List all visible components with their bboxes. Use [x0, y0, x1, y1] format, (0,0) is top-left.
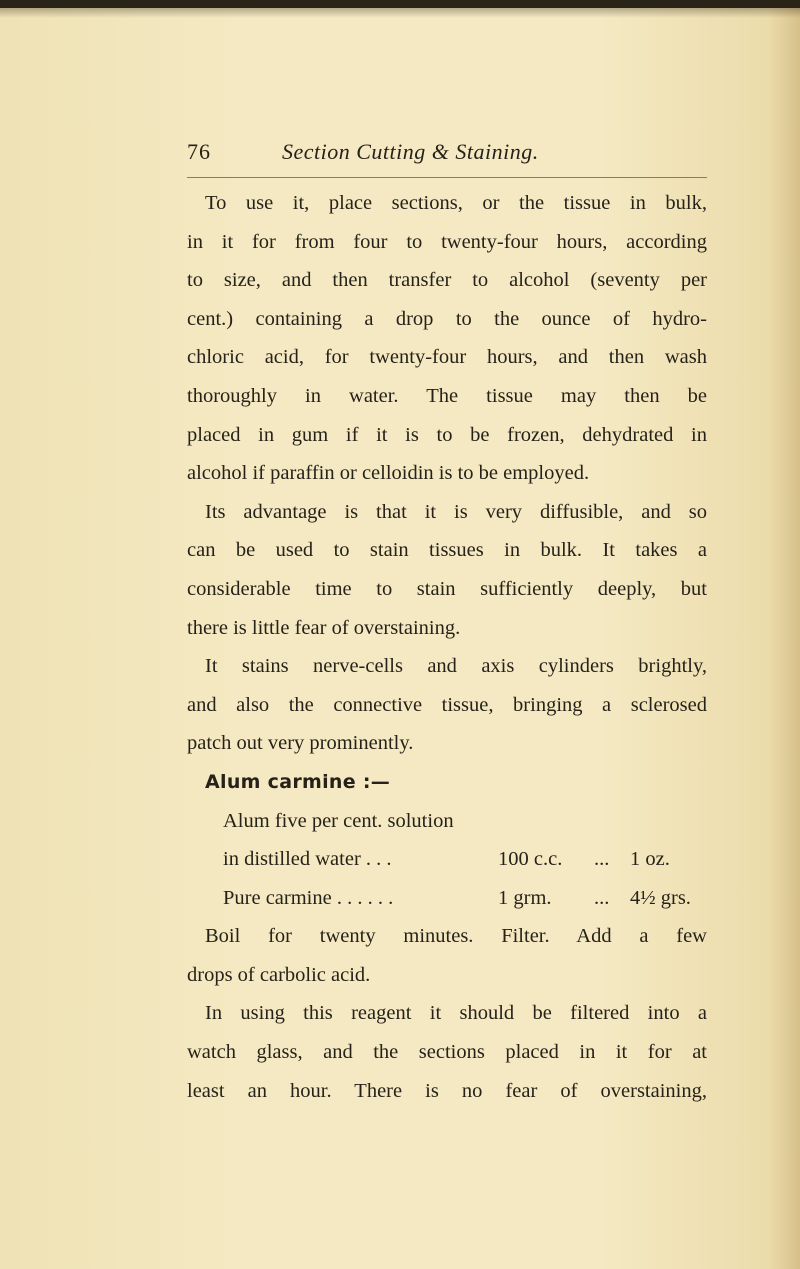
- recipe-metric-amount: 100 c.c.: [498, 848, 563, 871]
- section-heading: Alum carmine :—: [205, 770, 391, 793]
- page-number: 76: [187, 139, 211, 164]
- text-line: there is little fear of overstaining.: [187, 616, 461, 639]
- recipe-row: [187, 879, 707, 918]
- recipe-ingredient: in distilled water . . .: [223, 848, 392, 871]
- recipe-metric-amount: 1 grm.: [498, 886, 552, 909]
- page-top-edge: [0, 0, 800, 8]
- recipe-ingredient: Alum five per cent. solution: [223, 809, 454, 832]
- recipe-separator: ...: [594, 848, 610, 871]
- text-line: to size, and then transfer to alcohol (seventy per: [187, 269, 707, 292]
- running-title: Section Cutting & Staining.: [282, 139, 539, 164]
- text-line: least an hour. There is no fear of overstaining,: [187, 1079, 707, 1102]
- recipe-imperial-amount: 1 oz.: [630, 848, 670, 871]
- page-header: [187, 139, 707, 183]
- recipe-row: [187, 802, 707, 841]
- text-line: and also the connective tissue, bringing a sclerosed: [187, 693, 707, 716]
- text-line: To use it, place sections, or the tissue in bulk,: [205, 192, 707, 214]
- text-line: Its advantage is that it is very diffusible, and so: [205, 500, 707, 523]
- text-line: thoroughly in water. The tissue may then be: [187, 384, 707, 407]
- body-text: [187, 184, 707, 1110]
- recipe-separator: ...: [594, 886, 610, 909]
- text-line: It stains nerve-cells and axis cylinders brightly,: [205, 655, 707, 678]
- text-line: watch glass, and the sections placed in it for at: [187, 1041, 707, 1064]
- text-line: cent.) containing a drop to the ounce of hydro-: [187, 307, 707, 330]
- text-line: In using this reagent it should be filtered into a: [205, 1002, 707, 1025]
- recipe-row: [187, 840, 707, 879]
- recipe-ingredient: Pure carmine . . . . . .: [223, 886, 394, 909]
- recipe-imperial-amount: 4½ grs.: [630, 886, 691, 909]
- header-rule: [187, 177, 707, 178]
- text-line: in it for from four to twenty-four hours, according: [187, 230, 707, 253]
- text-line: placed in gum if it is to be frozen, dehydrated in: [187, 423, 707, 446]
- text-line: Boil for twenty minutes. Filter. Add a few: [205, 925, 707, 948]
- text-line: alcohol if paraffin or celloidin is to be employed.: [187, 462, 590, 485]
- text-line: chloric acid, for twenty-four hours, and then wash: [187, 346, 707, 369]
- text-line: patch out very prominently.: [187, 732, 414, 755]
- text-line: considerable time to stain sufficiently deeply, but: [187, 577, 707, 600]
- text-line: drops of carbolic acid.: [187, 963, 371, 986]
- text-line: can be used to stain tissues in bulk. It takes a: [187, 539, 707, 562]
